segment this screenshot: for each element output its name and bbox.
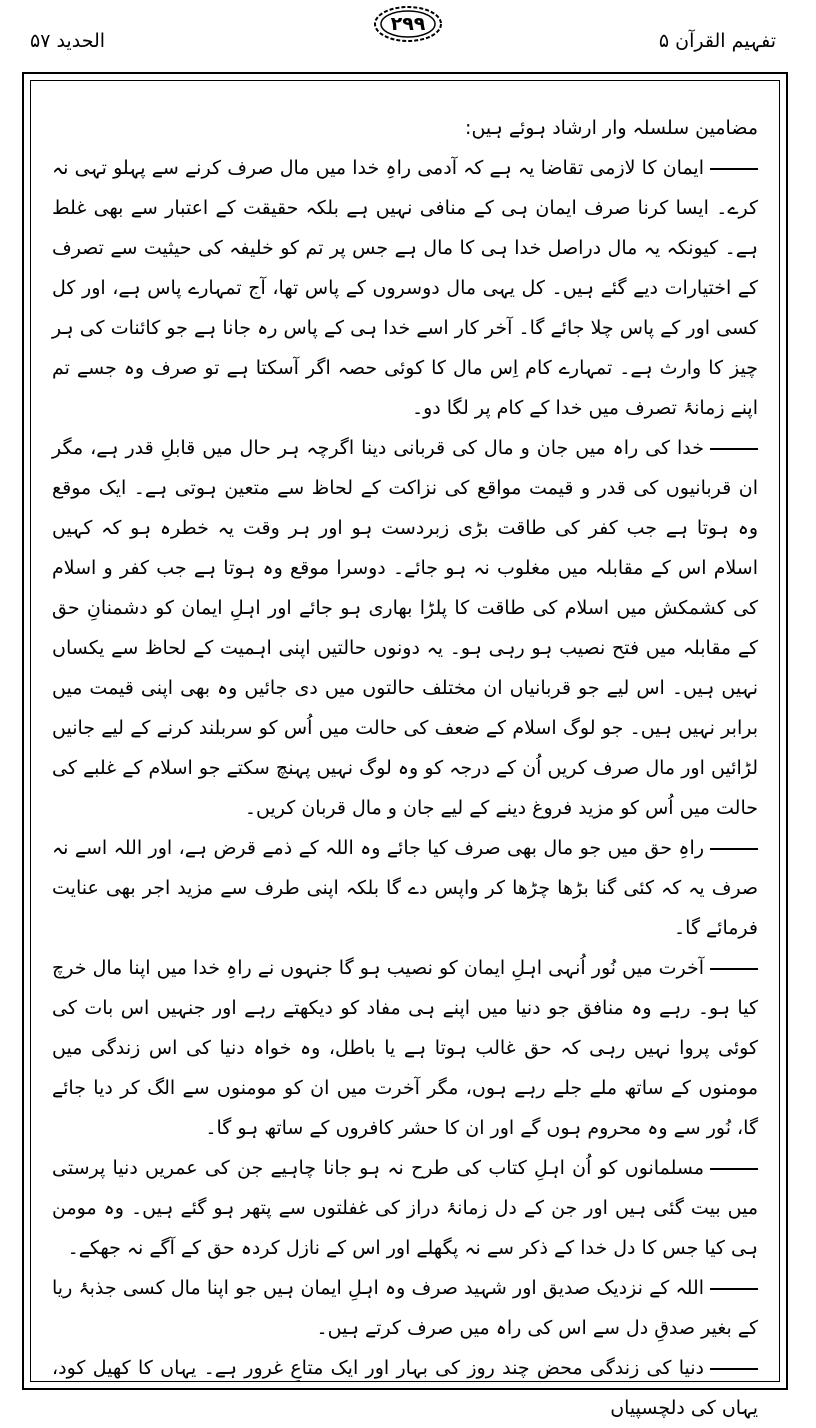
running-title: تفہیم القرآن ۵: [658, 30, 776, 52]
point-text: ایمان کا لازمی تقاضا یہ ہے کہ آدمی راہِ خدا میں مال صرف کرنے سے پہلو تہی نہ کرے۔ ایسا کرنا صرف ایمان ہی کے منافی نہیں ہے بلکہ حقیقت کے اعتبار سے بھی غلط ہے۔ کیونکہ یہ مال دراصل خدا ہی کا مال ہے جس پر تم کو خلیفہ کی حیثیت سے تصرف کے اختیارات دیے گئے ہیں۔ کل یہی مال دوسروں کے پاس تھا، آج تمہارے پاس ہے، اور کل کسی اور کے پاس چلا جائے گا۔ آخر کار اسے خدا ہی کے پاس رہ جانا ہے جو کائنات کی ہر چیز کا وارث ہے۔ تمہارے کام اِس مال کا کوئی حصہ اگر آسکتا ہے تو صرف وہ جسے تم اپنے زمانۂ تصرف میں خدا کے کام پر لگا دو۔: [52, 157, 758, 419]
point-text: دنیا کی زندگی محض چند روز کی بہار اور ایک متاعِ غرور ہے۔ یہاں کا کھیل کود، یہاں کی دلچسپیاں: [52, 1357, 758, 1419]
point-1: [52, 148, 758, 428]
point-7: [52, 1348, 758, 1428]
point-text: مسلمانوں کو اُن اہلِ کتاب کی طرح نہ ہو جانا چاہیے جن کی عمریں دنیا پرستی میں بیت گئی ہیں اور جن کے دل زمانۂ دراز کی غفلتوں سے پتھر ہو گئے ہیں۔ وہ مومن ہی کیا جس کا دل خدا کے ذکر سے نہ پگھلے اور اس کے نازل کردہ حق کے آگے نہ جھکے۔: [52, 1157, 758, 1259]
dash-mark: [710, 1168, 758, 1170]
dash-mark: [710, 968, 758, 970]
surah-title: الحدید ۵۷: [30, 30, 106, 52]
point-text: راہِ حق میں جو مال بھی صرف کیا جائے وہ اللہ کے ذمے قرض ہے، اور اللہ اسے نہ صرف یہ کہ کئی گنا بڑھا چڑھا کر واپس دے گا بلکہ اپنی طرف سے مزید اجر بھی عنایت فرمائے گا۔: [52, 837, 758, 939]
point-text: آخرت میں نُور اُنہی اہلِ ایمان کو نصیب ہو گا جنہوں نے راہِ خدا میں اپنا مال خرچ کیا ہو۔ رہے وہ منافق جو دنیا میں اپنے ہی مفاد کو دیکھتے رہے اور جنہیں اس بات کی کوئی پروا نہیں رہی کہ حق غالب ہوتا ہے یا باطل، وہ خواہ دنیا کی اس زندگی میں مومنوں کے ساتھ ملے جلے رہے ہوں، مگر آخرت میں ان کو مومنوں سے الگ کر دیا جائے گا، نُور سے وہ محروم ہوں گے اور ان کا حشر کافروں کے ساتھ ہو گا۔: [52, 957, 758, 1139]
point-5: [52, 1148, 758, 1268]
dash-mark: [710, 168, 758, 170]
point-3: [52, 828, 758, 948]
dash-mark: [710, 448, 758, 450]
dash-mark: [710, 848, 758, 850]
dash-mark: [710, 1288, 758, 1290]
point-4: [52, 948, 758, 1148]
point-2: [52, 428, 758, 828]
dash-mark: [710, 1368, 758, 1370]
page-number-ornament: [372, 4, 444, 44]
page-number: ۲۹۹: [390, 13, 426, 35]
intro-line: مضامین سلسلہ وار ارشاد ہوئے ہیں:: [465, 117, 758, 139]
point-6: [52, 1268, 758, 1348]
commentary-text: [52, 108, 758, 1428]
point-text: اللہ کے نزدیک صدیق اور شہید صرف وہ اہلِ ایمان ہیں جو اپنا مال کسی جذبۂ ریا کے بغیر صدقِ دل سے اس کی راہ میں صرف کرتے ہیں۔: [52, 1277, 758, 1339]
point-text: خدا کی راہ میں جان و مال کی قربانی دینا اگرچہ ہر حال میں قابلِ قدر ہے، مگر ان قربانیوں کی قدر و قیمت مواقع کی نزاکت کے لحاظ سے متعین ہوتی ہے۔ ایک موقع وہ ہوتا ہے جب کفر کی طاقت بڑی زبردست ہو اور ہر وقت یہ خطرہ ہو کہ کہیں اسلام اس کے مقابلہ میں مغلوب نہ ہو جائے۔ دوسرا موقع وہ ہوتا ہے جب کفر و اسلام کی کشمکش میں اسلام کی طاقت کا پلڑا بھاری ہو جائے اور اہلِ ایمان کو دشمنانِ حق کے مقابلہ میں فتح نصیب ہو رہی ہو۔ یہ دونوں حالتیں اپنی اہمیت کے لحاظ سے یکساں نہیں ہیں۔ اس لیے جو قربانیاں ان مختلف حالتوں میں دی جائیں وہ بھی اپنی قیمت میں برابر نہیں ہیں۔ جو لوگ اسلام کے ضعف کی حالت میں اُس کو سربلند کرنے کے لیے جانیں لڑائیں اور مال صرف کریں اُن کے درجہ کو وہ لوگ نہیں پہنچ سکتے جو اسلام کے غلبے کی حالت میں اُس کو مزید فروغ دینے کے لیے جان و مال قربان کریں۔: [52, 437, 758, 819]
